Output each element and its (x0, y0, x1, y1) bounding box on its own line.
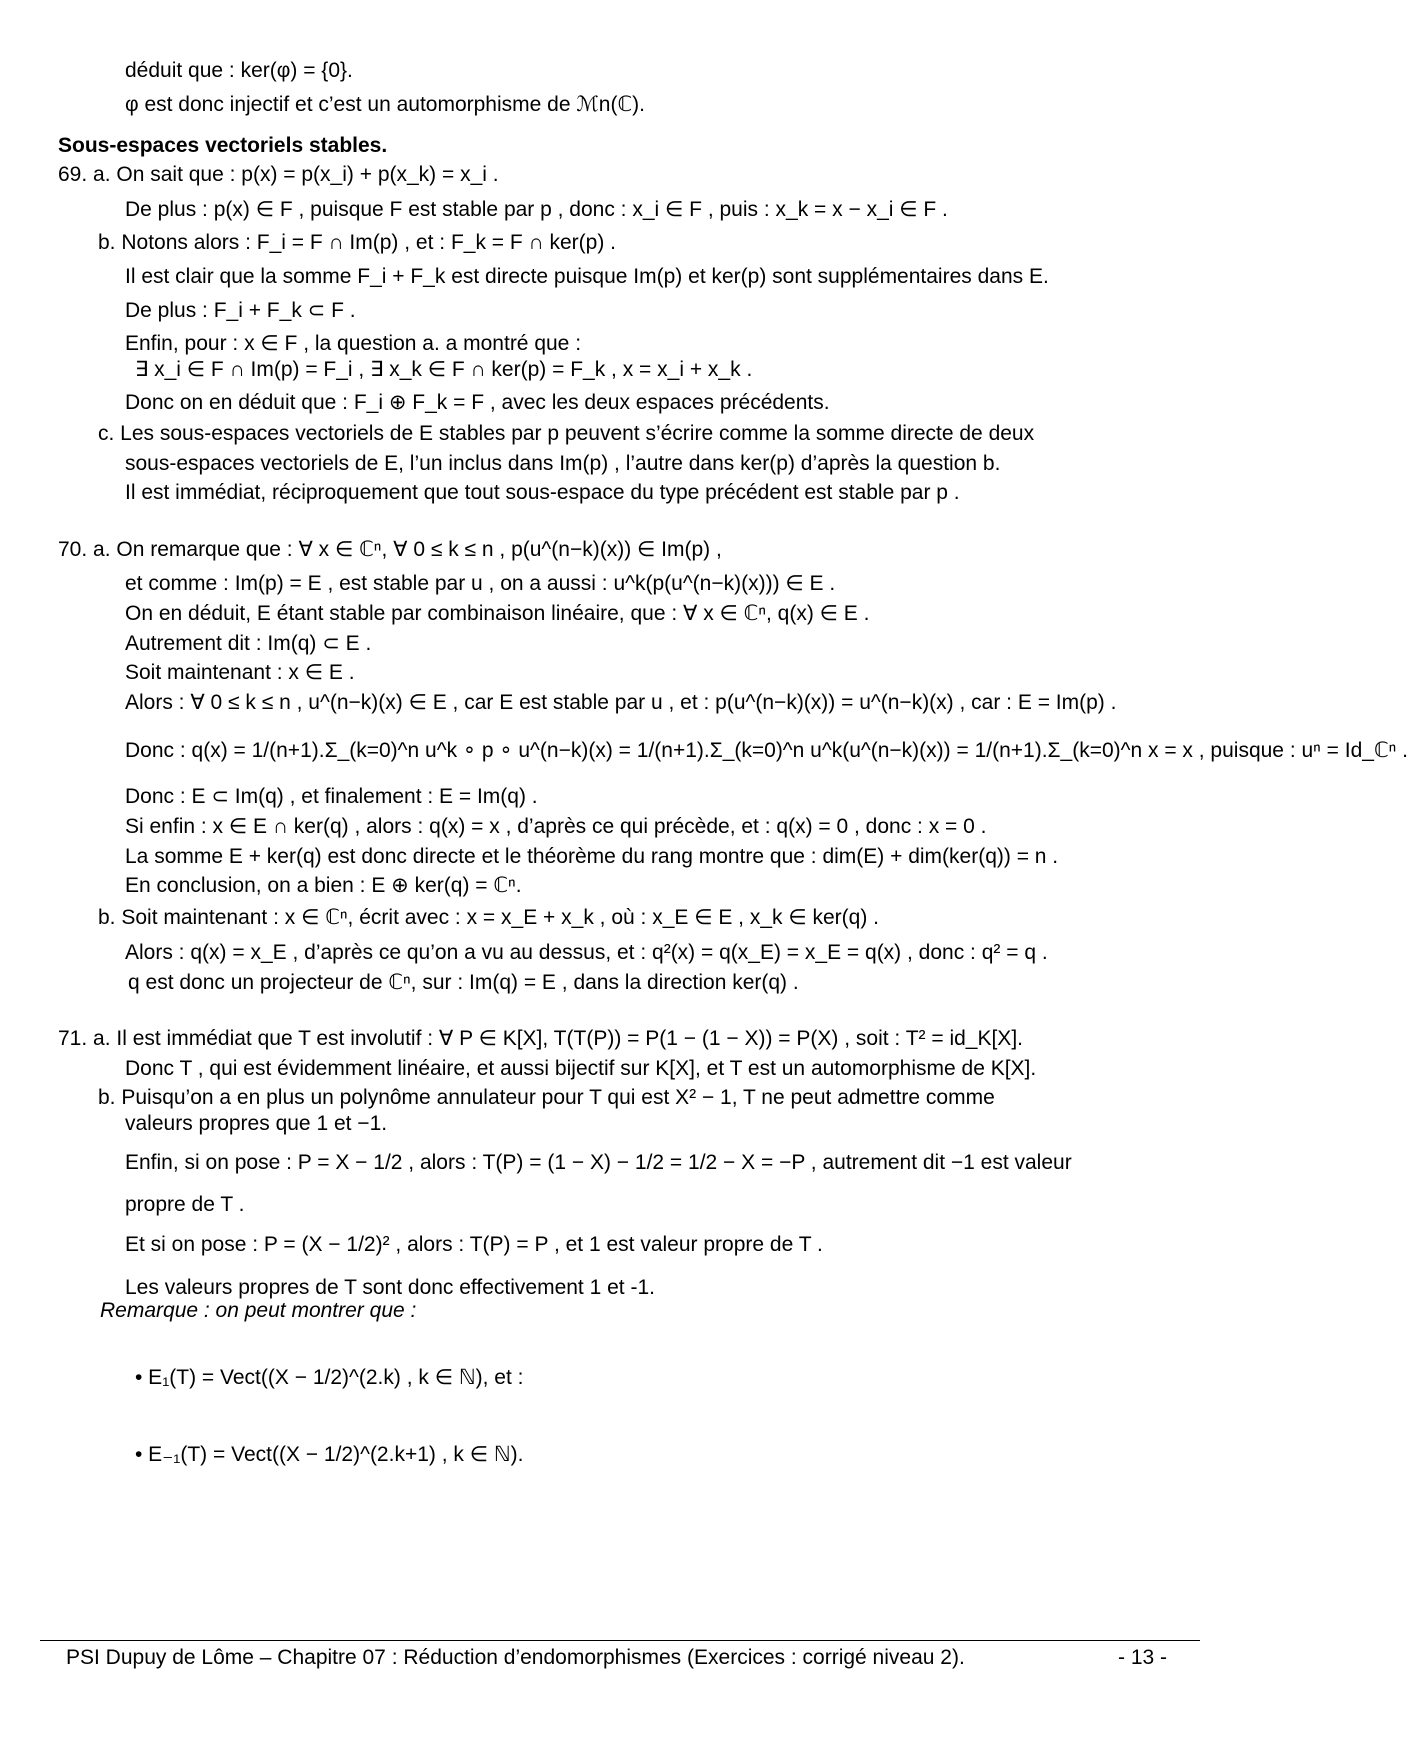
remark-bullet-1: • E₁(T) = Vect((X − 1/2)^(2.k) , k ∈ ℕ), et : (135, 1366, 524, 1389)
footer-rule (40, 1640, 1200, 1641)
ex71-line-8: Les valeurs propres de T sont donc effectivement 1 et -1. (125, 1276, 655, 1299)
ex70-line-13: Alors : q(x) = x_E , d’après ce qu’on a vu au dessus, et : q²(x) = q(x_E) = x_E = q(x) , donc : q² = q . (125, 941, 1048, 964)
ex69-line-1: 69. a. On sait que : p(x) = p(x_i) + p(x_k) = x_i . (58, 163, 499, 186)
footer-text: PSI Dupuy de Lôme – Chapitre 07 : Réduction d’endomorphismes (Exercices : corrigé niveau 2). (66, 1646, 965, 1669)
ex69-line-6: Enfin, pour : x ∈ F , la question a. a montré que : (125, 332, 582, 355)
ex71-line-3: b. Puisqu’on a en plus un polynôme annulateur pour T qui est X² − 1, T ne peut admettre comme (98, 1086, 995, 1109)
remark-line: Remarque : on peut montrer que : (100, 1299, 417, 1322)
ex70-line-9: Si enfin : x ∈ E ∩ ker(q) , alors : q(x) = x , d’après ce qui précède, et : q(x) = 0 , donc : x = 0 . (125, 815, 987, 838)
header-line-1: déduit que : ker(φ) = {0}. (125, 59, 353, 82)
ex71-line-6: propre de T . (125, 1193, 245, 1216)
ex70-line-7: Donc : q(x) = 1/(n+1).Σ_(k=0)^n u^k ∘ p ∘ u^(n−k)(x) = 1/(n+1).Σ_(k=0)^n u^k(u^(n−k)(x)) = 1/(n+1).Σ_(k=0)^n x = x , puisque : uⁿ = Id_ℂⁿ . (125, 739, 1408, 762)
ex70-line-14: q est donc un projecteur de ℂⁿ, sur : Im(q) = E , dans la direction ker(q) . (128, 971, 799, 994)
ex70-line-2: et comme : Im(p) = E , est stable par u , on a aussi : u^k(p(u^(n−k)(x))) ∈ E . (125, 572, 836, 595)
ex71-line-2: Donc T , qui est évidemment linéaire, et aussi bijectif sur K[X], et T est un automorphisme de K[X]. (125, 1057, 1037, 1080)
page-number: - 13 - (1118, 1646, 1168, 1669)
ex69-line-4: Il est clair que la somme F_i + F_k est directe puisque Im(p) et ker(p) sont supplémentaires dans E. (125, 265, 1049, 288)
ex70-line-6: Alors : ∀ 0 ≤ k ≤ n , u^(n−k)(x) ∈ E , car E est stable par u , et : p(u^(n−k)(x)) = u^(n−k)(x) , car : E = Im(p) . (125, 691, 1117, 714)
ex69-line-5: De plus : F_i + F_k ⊂ F . (125, 299, 356, 322)
ex69-line-8: Donc on en déduit que : F_i ⊕ F_k = F , avec les deux espaces précédents. (125, 391, 830, 414)
ex70-line-5: Soit maintenant : x ∈ E . (125, 661, 355, 684)
ex70-line-4: Autrement dit : Im(q) ⊂ E . (125, 632, 372, 655)
ex69-line-7: ∃ x_i ∈ F ∩ Im(p) = F_i , ∃ x_k ∈ F ∩ ker(p) = F_k , x = x_i + x_k . (135, 358, 753, 381)
ex69-line-2: De plus : p(x) ∈ F , puisque F est stable par p , donc : x_i ∈ F , puis : x_k = x − x_i ∈ F . (125, 198, 948, 221)
ex71-line-5: Enfin, si on pose : P = X − 1/2 , alors : T(P) = (1 − X) − 1/2 = 1/2 − X = −P , autrement dit −1 est valeur (125, 1151, 1072, 1174)
ex69-line-10: sous-espaces vectoriels de E, l’un inclus dans Im(p) , l’autre dans ker(p) d’après la question b. (125, 452, 1001, 475)
ex70-line-3: On en déduit, E étant stable par combinaison linéaire, que : ∀ x ∈ ℂⁿ, q(x) ∈ E . (125, 602, 870, 625)
section-title: Sous-espaces vectoriels stables. (58, 134, 388, 157)
header-line-2: φ est donc injectif et c’est un automorphisme de ℳn(ℂ). (125, 93, 645, 116)
ex69-line-9: c. Les sous-espaces vectoriels de E stables par p peuvent s’écrire comme la somme directe de deux (98, 422, 1035, 445)
ex69-line-3: b. Notons alors : F_i = F ∩ Im(p) , et : F_k = F ∩ ker(p) . (98, 231, 616, 254)
ex71-line-7: Et si on pose : P = (X − 1/2)² , alors : T(P) = P , et 1 est valeur propre de T . (125, 1233, 823, 1256)
ex70-line-1: 70. a. On remarque que : ∀ x ∈ ℂⁿ, ∀ 0 ≤ k ≤ n , p(u^(n−k)(x)) ∈ Im(p) , (58, 538, 722, 561)
ex70-line-12: b. Soit maintenant : x ∈ ℂⁿ, écrit avec : x = x_E + x_k , où : x_E ∈ E , x_k ∈ ker(q) . (98, 906, 879, 929)
remark-bullet-2: • E₋₁(T) = Vect((X − 1/2)^(2.k+1) , k ∈ ℕ). (135, 1443, 524, 1466)
ex70-line-10: La somme E + ker(q) est donc directe et le théorème du rang montre que : dim(E) + dim(ker(q)) = n . (125, 845, 1059, 868)
ex71-line-1: 71. a. Il est immédiat que T est involutif : ∀ P ∈ K[X], T(T(P)) = P(1 − (1 − X)) = P(X) , soit : T² = id_K[X]. (58, 1027, 1023, 1050)
ex70-line-8: Donc : E ⊂ Im(q) , et finalement : E = Im(q) . (125, 785, 538, 808)
ex70-line-11: En conclusion, on a bien : E ⊕ ker(q) = ℂⁿ. (125, 874, 522, 897)
ex69-line-11: Il est immédiat, réciproquement que tout sous-espace du type précédent est stable par p . (125, 481, 960, 504)
ex71-line-4: valeurs propres que 1 et −1. (125, 1112, 388, 1135)
